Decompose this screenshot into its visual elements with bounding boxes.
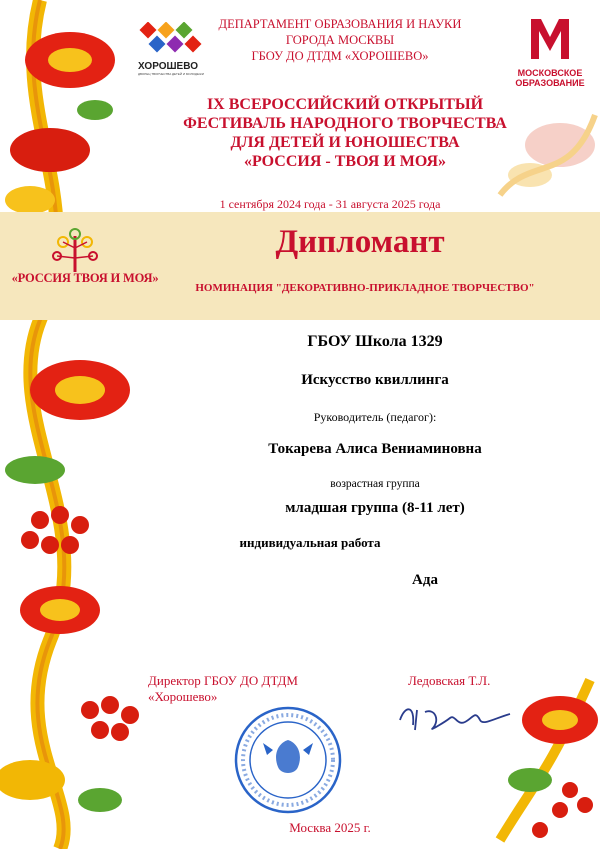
khoroshevo-logo-subtext: ДВОРЕЦ ТВОРЧЕСТВА ДЕТЕЙ И МОЛОДЕЖИ: [138, 72, 204, 76]
department-header: [190, 16, 490, 64]
work-type: индивидуальная работа: [239, 535, 381, 550]
festival-title-line-4: «РОССИЯ - ТВОЯ И МОЯ»: [243, 153, 447, 170]
city-year: Москва 2025 г.: [289, 820, 371, 835]
moscow-education-logo-text-2: ОБРАЗОВАНИЕ: [515, 78, 585, 88]
school-name: ГБОУ Школа 1329: [307, 333, 443, 350]
director-line-1: Директор ГБОУ ДО ДТДМ: [148, 673, 298, 688]
age-group: младшая группа (8-11 лет): [285, 500, 465, 516]
supervisor-label: Руководитель (педагог):: [313, 410, 437, 424]
festival-title-line-2: ФЕСТИВАЛЬ НАРОДНОГО ТВОРЧЕСТВА: [183, 115, 507, 132]
moscow-education-logo: [510, 15, 590, 88]
nomination: НОМИНАЦИЯ "ДЕКОРАТИВНО-ПРИКЛАДНОЕ ТВОРЧЕСТВО": [195, 282, 535, 294]
russia-tree-logo-icon: [45, 228, 105, 272]
khoroshevo-logo-text: ХОРОШЕВО: [138, 61, 198, 72]
festival-dates: 1 сентября 2024 года - 31 августа 2025 года: [219, 197, 441, 211]
work-title: Искусство квиллинга: [301, 372, 449, 388]
department-line-3: ГБОУ ДО ДТДМ «ХОРОШЕВО»: [251, 49, 429, 63]
festival-title-line-3: ДЛЯ ДЕТЕЙ И ЮНОШЕСТВА: [230, 134, 460, 151]
moscow-education-logo-text-1: МОСКОВСКОЕ: [517, 68, 583, 78]
festival-title-line-1: IX ВСЕРОССИЙСКИЙ ОТКРЫТЫЙ: [206, 96, 484, 113]
director-name: Ледовская Т.Л.: [408, 673, 491, 688]
right-bottom-floral-ornament: [490, 670, 600, 849]
director-signature: [395, 700, 515, 740]
left-floral-ornament: [0, 0, 150, 849]
director-line-2: «Хорошево»: [148, 689, 218, 704]
department-line-1: ДЕПАРТАМЕНТ ОБРАЗОВАНИЯ И НАУКИ: [218, 17, 462, 31]
russia-logo-text: «РОССИЯ ТВОЯ И МОЯ»: [11, 271, 159, 285]
festival-title: [135, 95, 555, 171]
director-title: [148, 673, 368, 705]
moscow-education-logo-mark: [527, 15, 573, 63]
official-stamp: [233, 705, 343, 815]
department-line-2: ГОРОДА МОСКВЫ: [285, 33, 395, 47]
supervisor-name: Токарева Алиса Вениаминовна: [268, 441, 482, 457]
age-group-label: возрастная группа: [330, 478, 420, 490]
diploma-title: Дипломант: [275, 224, 445, 260]
participant-name: Ада: [412, 572, 438, 588]
